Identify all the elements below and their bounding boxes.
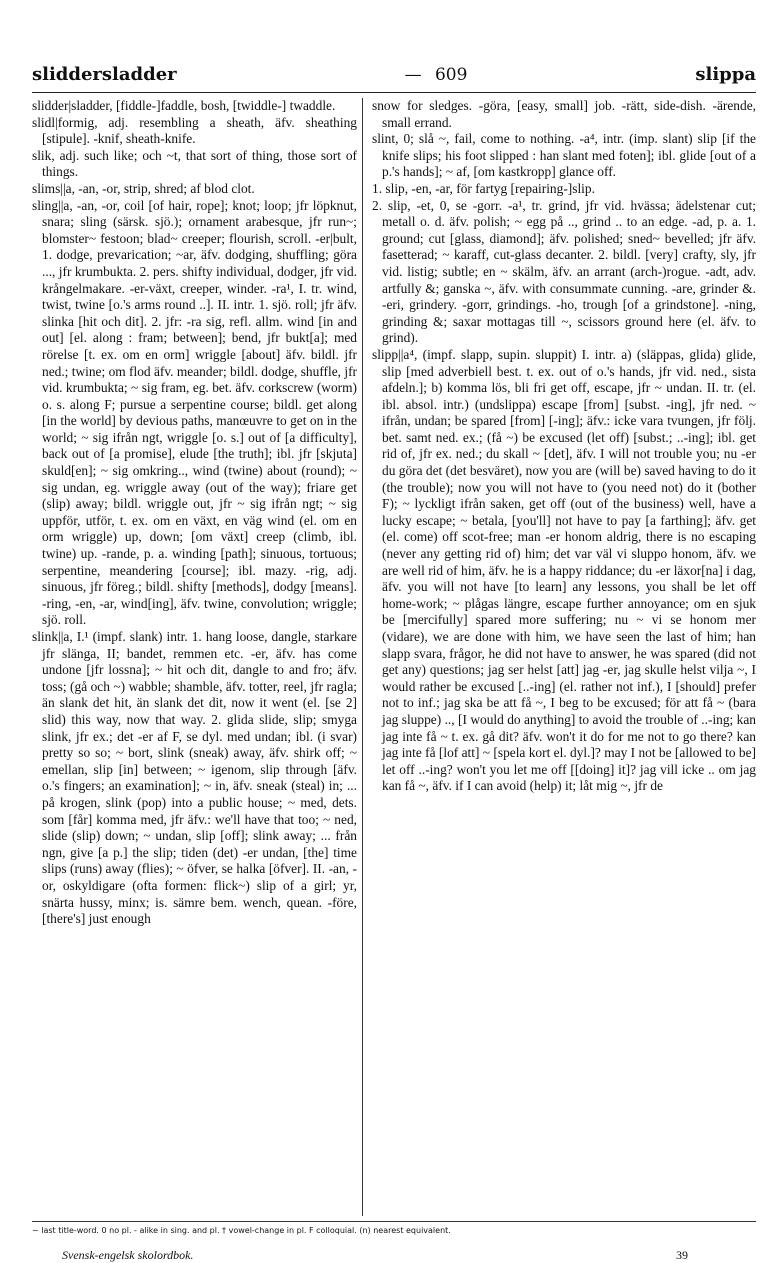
dictionary-entry: slipp||a⁴, (impf. slapp, supin. sluppit) I. intr. a) (släppas, glida) glide, slip [med adverbiell best. t. ex. out of o.'s hands, jfr vid. ned., sista afdeln.]; b) komma lös, bli fri get off, escape, jfr ~ undan. II. tr. (el. ibl. absol. intr.) (undslippa) escape [from] [subst. -ing], jfr ned. ~ ifrån, undan; be spared [from] [-ing]; äfv.: icke vara tvungen, jfr följ. bet. samt ned. ex.; (få ~) be excused (let off) [subst.; ..-ing]; ibl. get rid of, jfr ex. ned.; du skall ~ [det], äfv. I will not trouble you; nu -er du göra det (det besväret), now you are (will be) saved having to do it (the trouble); now you will not have to (you need not) do it (bother F); ~ lyckligt ifrån saken, get off (out of the business) well, have a lucky escape; ~ betala, [you'll] not have to pay [a farthing]; äfv. get (el. come) off scot-free; man -er honom aldrig, there is no escaping (never any getting rid of) him; det var väl vi sluppo honom, äfv. we are well rid of him, äfv. he is a happy riddance; du -er läxor[na] i dag, äfv. you will not have [to learn] any lessons, you shall be let off home-work; ~ plågas längre, escape further annoyance; om en sjuk be [mercifully] spared more suffering; nu ~ vi se honom mer (vidare), we are done with him, we have seen the last of him; han slapp svara, frågor, he did not have to answer, he was spared (did not get any) questions; jag ser helst [att] jag -er, jag skulle helst vilja ~, I would rather be excused [..-ing] (el. rather not inf.), I [should] prefer not to inf.; jag ska be att få ~, I beg to be excused; för att få ~ (bara jag sluppe) .., [I would do anything] to avoid the trouble of ..-ing; kan jag inte få ~ t. ex. gå dit? äfv. won't it do for me not to go there? kan jag inte få [lof att] ~ [spela kort el. dyl.]? may I not be [allowed to be] let off ..-ing? won't you let me off [[doing] it]? jag vill icke .. om jag kan få ~, äfv. if I can avoid (help) it; låt mig ~, jfr de [372, 346, 756, 794]
footer-rule [32, 1221, 756, 1222]
book-title: Svensk-engelsk skolordbok. [62, 1248, 194, 1262]
header-rule [32, 92, 756, 93]
dictionary-entry: snow for sledges. -göra, [easy, small] job. -rätt, side-dish. -ärende, small errand. [372, 98, 756, 130]
dictionary-entry: sling||a, -an, -or, coil [of hair, rope]; knot; loop; jfr löpknut, snara; sling (särsk. sjö.); ornament arabesque, jfr run~; blomster~ festoon; blad~ creeper; flourish, scroll. -er|bult, 1. dodge, prevarication; ~ar, äfv. dodging, shuffling; göra ..., jfr krumbukta. 2. pers. shifty individual, dodger, jfr vid. krångelmakare. -er-växt, creeper, winder. -ra¹, I. tr. wind, twist, twine [o.'s arms round ..]. II. intr. 1. sjö. roll; jfr äfv. slinka [hit och dit]. 2. jfr: -ra sig, refl. allm. wind [in and out] [el. along : fram; between]; bend, jfr bukt[a]; med rörelse [t. ex. om en orm] wriggle [about] äfv. bildl. jfr ned.; twine; om flod äfv. meander; bildl. dodge, shuffle, jfr vid. krumbukta; ~ sig fram, eg. bet. äfv. corkscrew (worm) o. s. along F; pursue a serpentine course; bildl. get along [in the world] by devious paths, manœuvre to get on in the world; ~ sig ifrån ngt, wriggle [o. s.] out of [a difficulty], back out of [a promise], elude [the truth]; ibl. jfr [skjuta] skuld[en]; ~ sig omkring.., wind (twine) about (round); ~ sig undan, eg. wriggle away (out of the way); friare get (slip) away; bildl. wriggle out, jfr ~ sig ifrån ngt; ~ sig uppför, utför, t. ex. om en växt, en väg wind (el. om en orm wriggle) up, down; [om växt] creep (climb, ibl. twine) up. -rande, p. a. winding [path]; sinuous, tortuous; serpentine, meandering [course]; ibl. mazy. -rig, adj. sinuous, jfr föreg.; bildl. shifty [methods], dodgy [means]. -ring, -en, -ar, wind[ing], äfv. twine, convolution; wriggle; sjö. roll. [32, 197, 357, 628]
dictionary-entry: slink||a, I.¹ (impf. slank) intr. 1. hang loose, dangle, starkare jfr slänga, II; bandet, remmen etc. -er, äfv. has come undone [jfr lossna]; ~ hit och dit, dangle to and fro; äfv. toss; (gå och ~) wabble; shamble, äfv. totter, reel, jfr ragla; än slank det hit, än slank det dit, now it went (el. [se 2] slid) this way, now that way. 2. glida slide, slip; smyga slink, jfr ex.; det -er af F, se dyl. med undan; ibl. (i svar) pretty so so; ~ bort, slink (sneak) away, äfv. shirk off; ~ emellan, slip [in] between; ~ igenom, slip through [äfv. o.'s fingers; an examination]; ~ in, äfv. sneak (steal) in; ... på krogen, slink (pop) into a public house; ~ med, dets. som [får] komma med, jfr äfv.: we'll have that too; ~ ned, slide (slip) down; ~ undan, slip [off]; slink away; ... från ngn, give [a p.] the slip; tiden (det) -er undan, [the] time slips (runs) away (flies); ~ öfver, se halka [öfver]. II. -an, -or, oskyldigare (ofta formen: flick~) slip of a girl; yr, snärta hussy, minx; is. sämre bem. wench, quean. -före, [there's] just enough [32, 629, 357, 927]
left-running-headword: sliddersladder [32, 64, 177, 85]
dictionary-entry: 1. slip, -en, -ar, för fartyg [repairing-]slip. [372, 180, 595, 196]
right-running-headword: slippa [695, 64, 756, 85]
abbreviation-legend: ~ last title-word. 0 no pl. - alike in sing. and pl. † vowel-change in pl. F colloquial. (n) nearest equivalent. [32, 1226, 451, 1235]
dictionary-entry: slint, 0; slå ~, fail, come to nothing. -a⁴, intr. (imp. slant) slip [if the knife slips; his foot slipped : han slant med foten]; ibl. glide [out of a p.'s hands]; ~ af, [om kastkropp] glance off. [372, 131, 756, 180]
page-number-group [405, 65, 468, 85]
dictionary-entry: slik, adj. such like; och ~t, that sort of thing, those sort of things. [32, 147, 357, 180]
dictionary-entry: slims||a, -an, -or, strip, shred; af blod clot. [32, 180, 255, 196]
left-column [32, 98, 357, 1216]
page-header [32, 64, 756, 90]
header-dash: — [404, 65, 422, 85]
column-divider [362, 98, 363, 1216]
right-column [372, 98, 756, 1216]
dictionary-entry: 2. slip, -et, 0, se -gorr. -a¹, tr. grind, jfr vid. hvässa; ädelstenar cut; metall o. d. äfv. polish; ~ egg på .., grind .. to an edge. -ad, p. a. 1. ground; cut [glass, diamond]; äfv. polished; sned~ bevelled; jfr äfv. fasetterad; ~ karaff, cut-glass decanter. 2. bildl. [very] crafty, sly, jfr vid. listig; subtle; en ~ skälm, äfv. an arrant (arch-)rogue. -adt, adv. artfully &; ganska ~, äfv. with consummate cunning. -are, grinder &. -eri, grindery. -gorr, grindings. -ho, trough [of a grindstone]. -ning, grinding &; saxar mottagas till ~, scissors ground here (el. äfv. to grind). [372, 197, 756, 346]
dictionary-entry: slidder|sladder, [fiddle-]faddle, bosh, [twiddle-] twaddle. [32, 98, 336, 113]
dictionary-entry: slidl|formig, adj. resembling a sheath, äfv. sheathing [stipule]. -knif, sheath-knife. [32, 114, 357, 147]
signature-mark: 39 [676, 1248, 688, 1262]
page-number: 609 [434, 65, 468, 85]
